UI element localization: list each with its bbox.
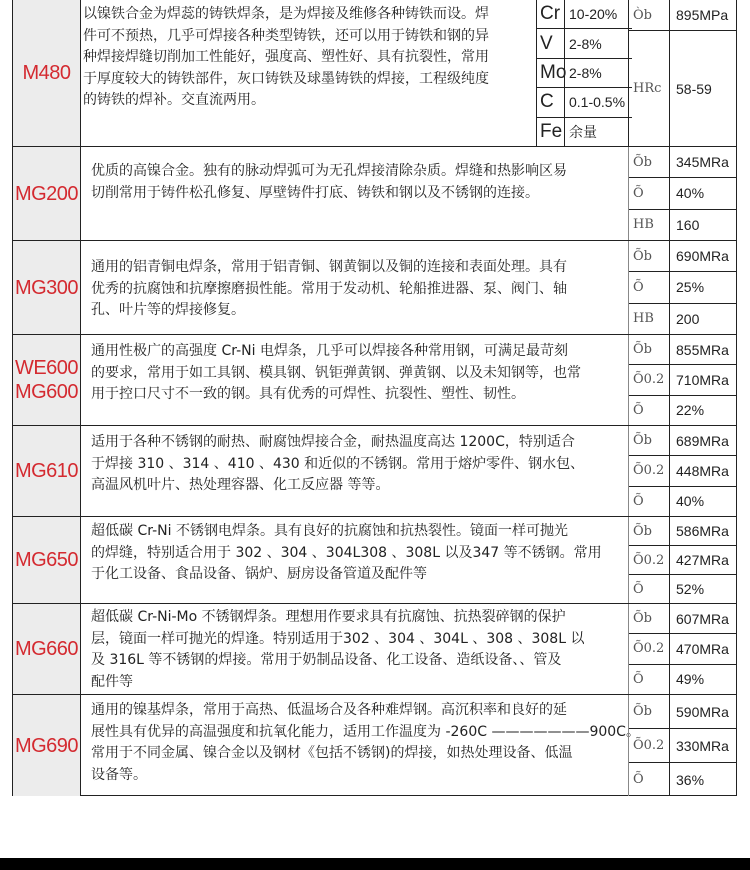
property-value: 25% xyxy=(676,279,705,296)
property-entry xyxy=(629,210,736,240)
property-value: 52% xyxy=(676,581,705,597)
property-entry xyxy=(629,763,736,796)
description-line: 用于控口尺寸不一致的钢。具有优秀的可焊性、抗裂性、塑性、韧性。 xyxy=(91,386,525,402)
properties-table xyxy=(628,241,736,334)
property-symbol: Õ0.2 xyxy=(629,634,670,663)
description-line: 通用性极广的高强度 Cr-Ni 电焊条，几乎可以焊接各种常用钢，可满足最苛刻 xyxy=(91,343,568,359)
property-entry xyxy=(629,0,736,31)
property-entry xyxy=(629,546,736,575)
element-symbol: Mo xyxy=(537,59,565,87)
table-row xyxy=(13,517,736,604)
property-entry xyxy=(629,695,736,729)
property-value: 607MRa xyxy=(676,610,729,627)
model-name xyxy=(13,147,81,240)
description-line: 优质的高镍合金。独有的脉动焊弧可为无孔焊接清除杂质。焊缝和热影响区易 xyxy=(91,163,567,179)
property-symbol: Õ0.2 xyxy=(629,546,670,574)
property-entry xyxy=(629,396,736,425)
property-entry xyxy=(629,456,736,486)
property-entry xyxy=(629,304,736,334)
element-content: 2-8% xyxy=(569,65,602,82)
property-value: 160 xyxy=(676,216,700,233)
property-entry xyxy=(629,178,736,209)
model-name-line: WE600 xyxy=(14,357,79,379)
description-line: 种焊接焊缝切削加工性能好，强度高、塑性好、具有抗裂性，常用 xyxy=(83,49,489,65)
property-entry xyxy=(629,575,736,603)
composition-entry xyxy=(537,0,632,29)
model-name-line: MG300 xyxy=(14,276,79,299)
property-symbol: Òb xyxy=(629,0,670,30)
property-entry xyxy=(629,665,736,694)
property-value: 470MRa xyxy=(676,640,729,657)
property-symbol: Õb xyxy=(629,517,670,545)
description-line: 通用的铝青铜电焊条，常用于铝青铜、钢黄铜以及铜的连接和表面处理。具有 xyxy=(91,259,567,275)
property-value: 22% xyxy=(676,402,705,419)
table-row xyxy=(13,426,736,517)
property-entry xyxy=(629,335,736,365)
description-line: 的铸铁的焊补。交直流两用。 xyxy=(83,92,265,108)
property-value: 895MPa xyxy=(676,7,729,23)
description xyxy=(81,241,567,334)
description-line: 的要求，常用于如工具钢、模具钢、钒钜弹黄钢、弹黄钢、以及未知钢等，也常 xyxy=(91,364,581,381)
description-line: 件可不预热，几乎可焊接各种类型铸铁，还可以用于铸铁和钢的异 xyxy=(83,27,489,44)
property-entry xyxy=(629,365,736,395)
description-line: 及 316L 等不锈钢的焊接。常用于奶制品设备、化工设备、造纸设备、、管及 xyxy=(91,652,562,668)
model-name-line: MG660 xyxy=(14,638,79,660)
description xyxy=(81,0,489,146)
description xyxy=(81,426,584,516)
model-name-line: MG610 xyxy=(14,460,79,482)
property-value: 49% xyxy=(676,671,705,688)
property-value: 427MRa xyxy=(676,552,729,568)
property-symbol: Õ xyxy=(629,665,670,694)
property-symbol: HB xyxy=(629,210,670,240)
properties-table xyxy=(628,0,736,146)
description-line: 孔、叶片等的焊接修复。 xyxy=(91,302,245,318)
property-symbol: Õ xyxy=(629,575,670,603)
description-line: 的焊缝，特别适合用于 302 、304 、304L308 、308L 以及347 等不锈钢。常用 xyxy=(91,544,602,561)
composition-entry xyxy=(537,59,632,88)
property-symbol: HRc xyxy=(629,31,670,146)
property-entry xyxy=(629,147,736,178)
property-entry xyxy=(629,272,736,303)
property-entry xyxy=(629,31,736,146)
description xyxy=(81,695,640,796)
properties-table xyxy=(628,517,736,603)
model-name xyxy=(13,241,81,334)
property-symbol: Õ xyxy=(629,487,670,516)
model-name-line: MG600 xyxy=(14,381,79,403)
property-symbol: Õ xyxy=(629,763,670,796)
property-symbol: Õ0.2 xyxy=(629,729,670,762)
property-entry xyxy=(629,604,736,634)
property-value: 590MRa xyxy=(676,703,729,720)
model-name-line: M480 xyxy=(22,62,71,84)
table-row xyxy=(13,604,736,695)
element-content: 2-8% xyxy=(569,35,602,52)
model-name xyxy=(13,335,81,425)
description xyxy=(81,335,581,425)
element-symbol: V xyxy=(537,29,565,57)
table-row xyxy=(13,335,736,426)
model-name-line: MG690 xyxy=(14,734,79,757)
composition-table xyxy=(536,0,632,146)
description xyxy=(81,517,602,603)
property-value: 689MRa xyxy=(676,432,729,449)
electrode-spec-table xyxy=(12,0,737,796)
property-entry xyxy=(629,241,736,272)
model-name-line: MG650 xyxy=(14,549,79,571)
description xyxy=(81,604,584,694)
description-line: 通用的镍基焊条，常用于高热、低温场合及各种难焊钢。高沉积率和良好的延 xyxy=(91,702,567,718)
table-row xyxy=(13,241,736,335)
property-entry xyxy=(629,634,736,664)
description-line: 配件等 xyxy=(91,673,133,690)
description-line: 常用于不同金属、镍合金以及钢材《包括不锈钢)的焊接，如热处理设备、低温 xyxy=(91,745,573,761)
element-symbol: Fe xyxy=(537,118,565,146)
composition-entry xyxy=(537,88,632,117)
property-symbol: Õb xyxy=(629,695,670,728)
element-content: 10-20% xyxy=(569,6,618,23)
element-symbol: Cr xyxy=(537,0,565,28)
description-line: 超低碳 Cr-Ni-Mo 不锈钢焊条。理想用作要求具有抗腐蚀、抗热裂碎钢的保护 xyxy=(91,609,566,625)
bottom-bar xyxy=(0,858,750,870)
table-row xyxy=(13,147,736,241)
property-value: 345MRa xyxy=(676,154,729,171)
property-value: 36% xyxy=(676,771,705,788)
property-value: 330MRa xyxy=(676,737,729,754)
property-symbol: Õb xyxy=(629,147,670,177)
property-value: 586MRa xyxy=(676,523,729,539)
description-line: 优秀的抗腐蚀和抗摩擦磨损性能。常用于发动机、轮船推进器、泵、阀门、轴 xyxy=(91,280,567,297)
description-line: 适用于各种不锈钢的耐热、耐腐蚀焊接合金，耐热温度高达 1200C，特别适合 xyxy=(91,434,575,450)
description-line: 超低碳 Cr-Ni 不锈钢电焊条。具有良好的抗腐蚀和抗热裂性。镜面一样可抛光 xyxy=(91,523,568,539)
property-value: 58-59 xyxy=(676,80,712,97)
model-name xyxy=(13,517,81,603)
model-name xyxy=(13,695,81,796)
property-symbol: Õ0.2 xyxy=(629,456,670,485)
description-line: 层，镜面一样可抛光的焊逢。特别适用于302 、304 、304L 、308 、308L 以 xyxy=(91,630,585,647)
element-content: 0.1-0.5% xyxy=(569,94,626,111)
property-value: 200 xyxy=(676,310,700,327)
property-symbol: Õ xyxy=(629,178,670,208)
properties-table xyxy=(628,426,736,516)
description-line: 以镍铁合金为焊蕊的铸铁焊条，是为焊接及维修各种铸铁而设。焊 xyxy=(83,6,489,22)
property-symbol: Õb xyxy=(629,241,670,271)
property-symbol: Õb xyxy=(629,335,670,364)
property-entry xyxy=(629,487,736,516)
description-line: 展性具有优异的高温强度和抗氧化能力，适用工作温度为 -260C ———————900C。 xyxy=(91,723,640,740)
properties-table xyxy=(628,147,736,240)
property-entry xyxy=(629,729,736,763)
property-value: 40% xyxy=(676,185,705,202)
description-line: 于厚度较大的铸铁部件，灰口铸铁及球墨铸铁的焊接，工程级纯度 xyxy=(83,70,489,87)
description-line: 切削常用于铸件松孔修复、厚壁铸件打底、铸铁和钢以及不锈钢的连接。 xyxy=(91,184,539,201)
table-row xyxy=(13,695,736,796)
property-value: 448MRa xyxy=(676,462,729,479)
property-symbol: Õ xyxy=(629,396,670,425)
table-row xyxy=(13,0,736,147)
description-line: 高温风机叶片、热处理容器、化工反应器 等等。 xyxy=(91,477,390,493)
model-name xyxy=(13,426,81,516)
model-name xyxy=(13,0,81,146)
description-line: 于焊接 310 、314 、410 、430 和近似的不锈钢。常用于熔炉零件、钢水包、 xyxy=(91,455,585,472)
property-symbol: Õb xyxy=(629,604,670,633)
property-symbol: Õ0.2 xyxy=(629,365,670,394)
composition-entry xyxy=(537,29,632,58)
composition-entry xyxy=(537,118,632,146)
properties-table xyxy=(628,695,736,796)
model-name-line: MG200 xyxy=(14,182,79,205)
description-line: 于化工设备、食品设备、锅炉、厨房设备管道及配件等 xyxy=(91,566,427,582)
property-symbol: HB xyxy=(629,304,670,334)
property-entry xyxy=(629,517,736,546)
properties-table xyxy=(628,335,736,425)
property-value: 690MRa xyxy=(676,248,729,265)
element-symbol: C xyxy=(537,88,565,116)
properties-table xyxy=(628,604,736,694)
property-entry xyxy=(629,426,736,456)
description xyxy=(81,147,567,240)
property-value: 40% xyxy=(676,493,705,510)
property-value: 710MRa xyxy=(676,371,729,388)
property-symbol: Õ xyxy=(629,272,670,302)
property-symbol: Õb xyxy=(629,426,670,455)
description-line: 设备等。 xyxy=(91,766,147,783)
model-name xyxy=(13,604,81,694)
element-content: 余量 xyxy=(569,123,597,140)
property-value: 855MRa xyxy=(676,341,729,358)
